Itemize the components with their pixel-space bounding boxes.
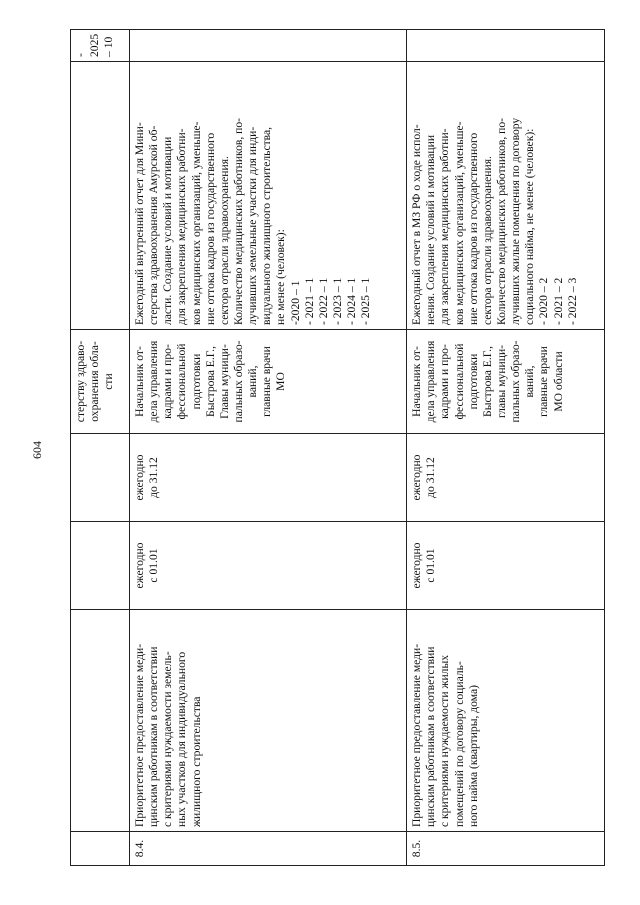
responsible-persons-line: кадрами и про- bbox=[161, 344, 175, 419]
result-indicator-line: лучивших земельные участки для инди- bbox=[246, 126, 260, 325]
row-number-line: 8.5. bbox=[410, 839, 424, 858]
end-date-cell bbox=[130, 434, 407, 522]
result-indicator-line: сектора отрасли здравоохранения. bbox=[217, 156, 231, 325]
result-indicator-line: ние оттока кадров из государственного bbox=[466, 132, 480, 325]
activity-name-line: цинским работникам в соответствии bbox=[424, 646, 438, 827]
result-indicator-line: видуального жилищного строительства, bbox=[260, 126, 274, 325]
responsible-persons-line: ваний, bbox=[523, 365, 537, 398]
result-indicator-line: Количество медицинских работников, по- bbox=[231, 117, 245, 325]
result-indicator-line: для закрепления медицинских работни- bbox=[438, 128, 452, 325]
page-number: 604 bbox=[30, 441, 44, 459]
activity-name-line: с критериями нуждаемости жилых bbox=[438, 654, 452, 827]
activity-name-cell bbox=[130, 610, 407, 832]
start-date-line: с 01.01 bbox=[147, 548, 161, 583]
table-row bbox=[130, 30, 407, 866]
result-indicator-line: -2020 – 1 bbox=[288, 280, 302, 325]
responsible-persons-cell bbox=[71, 330, 130, 434]
responsible-persons-line: фессиональной bbox=[452, 343, 466, 420]
result-indicator-line: - 2022 – 3 bbox=[565, 277, 579, 325]
result-indicator-line: социального найма, не менее (человек): bbox=[523, 128, 537, 325]
result-indicator-line: ков медицинских организаций, уменьше- bbox=[189, 121, 203, 325]
result-indicator-line: - 2021 – 2 bbox=[551, 277, 565, 325]
row-number-cell bbox=[71, 832, 130, 866]
end-date-line: ежегодно bbox=[410, 454, 424, 501]
target-value-cell bbox=[71, 30, 130, 62]
result-indicator-line: Ежегодный внутренний отчет для Мини- bbox=[133, 122, 146, 325]
table-sheet bbox=[70, 30, 605, 866]
activity-name-line: жилищного строительства bbox=[189, 696, 203, 827]
result-indicator-cell bbox=[71, 62, 130, 330]
responsible-persons-line: охранения обла- bbox=[88, 341, 102, 422]
responsible-persons-line: стерству здраво- bbox=[74, 340, 87, 423]
responsible-persons-line: Начальник от- bbox=[133, 346, 146, 417]
result-indicator-line: - 2022 – 1 bbox=[316, 277, 330, 325]
responsible-persons-line: главы муници- bbox=[494, 344, 508, 419]
end-date-line: до 31.12 bbox=[147, 457, 161, 498]
result-indicator-line: Количество медицинских работников, по- bbox=[494, 117, 508, 325]
responsible-persons-line: главные врачи bbox=[537, 346, 551, 417]
start-date-cell bbox=[71, 522, 130, 610]
responsible-persons-line: фессиональной bbox=[175, 343, 189, 420]
end-date-line: до 31.12 bbox=[424, 457, 438, 498]
row-number-line: 8.4. bbox=[133, 839, 146, 858]
responsible-persons-line: Быстрова Е.Г., bbox=[203, 346, 217, 417]
result-indicator-line: ние оттока кадров из государственного bbox=[203, 132, 217, 325]
result-indicator-line: не менее (человек): bbox=[274, 229, 288, 325]
table-row bbox=[407, 30, 605, 866]
start-date-cell bbox=[130, 522, 407, 610]
result-indicator-line: - 2021 – 1 bbox=[302, 277, 316, 325]
result-indicator-line: - 2025 – 1 bbox=[359, 277, 373, 325]
row-number-cell bbox=[130, 832, 407, 866]
result-indicator-line: - 2023 – 1 bbox=[330, 277, 344, 325]
responsible-persons-line: пальных образо- bbox=[509, 340, 523, 423]
activity-name-line: помещений по договору социаль- bbox=[452, 661, 466, 827]
result-indicator-line: для закрепления медицинских работни- bbox=[175, 128, 189, 325]
responsible-persons-line: подготовки bbox=[466, 353, 480, 410]
target-value-line: - 2025 – 10 bbox=[74, 33, 116, 57]
responsible-persons-line: главные врачи bbox=[260, 346, 274, 417]
start-date-line: ежегодно bbox=[133, 542, 146, 589]
end-date-cell bbox=[407, 434, 605, 522]
responsible-persons-line: пальных образо- bbox=[231, 340, 245, 423]
row-number-cell bbox=[407, 832, 605, 866]
result-indicator-line: Ежегодный отчет в МЗ РФ о ходе испол- bbox=[410, 124, 424, 325]
responsible-persons-line: Главы муници- bbox=[217, 344, 231, 419]
start-date-line: с 01.01 bbox=[424, 548, 438, 583]
activity-name-line: Приоритетное предоставление меди- bbox=[410, 643, 424, 827]
responsible-persons-line: подготовки bbox=[189, 353, 203, 410]
responsible-persons-line: кадрами и про- bbox=[438, 344, 452, 419]
responsible-persons-line: МО области bbox=[551, 351, 565, 412]
plan-table bbox=[70, 29, 605, 866]
activity-name-line: ных участков для индивидуального bbox=[175, 651, 189, 827]
responsible-persons-line: дела управления bbox=[147, 340, 161, 423]
responsible-persons-line: сти bbox=[102, 373, 116, 390]
table-row bbox=[71, 30, 130, 866]
responsible-persons-line: ваний, bbox=[246, 365, 260, 398]
result-indicator-line: - 2024 – 1 bbox=[345, 277, 359, 325]
activity-name-cell bbox=[71, 610, 130, 832]
responsible-persons-line: дела управления bbox=[424, 340, 438, 423]
activity-name-line: цинским работникам в соответствии bbox=[147, 646, 161, 827]
rotated-page bbox=[70, 30, 605, 866]
activity-name-line: с критериями нуждаемости земель- bbox=[161, 651, 175, 827]
result-indicator-line: стерства здравоохранения Амурской об- bbox=[147, 125, 161, 325]
result-indicator-cell bbox=[130, 62, 407, 330]
end-date-cell bbox=[71, 434, 130, 522]
start-date-line: ежегодно bbox=[410, 542, 424, 589]
result-indicator-line: - 2020 – 2 bbox=[537, 277, 551, 325]
result-indicator-line: сектора отрасли здравоохранения. bbox=[480, 156, 494, 325]
target-value-cell bbox=[407, 30, 605, 62]
responsible-persons-line: МО bbox=[274, 372, 288, 391]
target-value-cell bbox=[130, 30, 407, 62]
result-indicator-line: ласти. Создание условий и мотивации bbox=[161, 136, 175, 325]
responsible-persons-line: Начальник от- bbox=[410, 346, 424, 417]
activity-name-line: ного найма (квартиры, дома) bbox=[466, 684, 480, 827]
activity-name-cell bbox=[407, 610, 605, 832]
end-date-line: ежегодно bbox=[133, 454, 146, 501]
responsible-persons-line: Быстрова Е.Г., bbox=[480, 346, 494, 417]
result-indicator-line: ков медицинских организаций, уменьше- bbox=[452, 121, 466, 325]
activity-name-line: Приоритетное предоставление меди- bbox=[133, 643, 146, 827]
responsible-persons-cell bbox=[130, 330, 407, 434]
result-indicator-cell bbox=[407, 62, 605, 330]
responsible-persons-cell bbox=[407, 330, 605, 434]
start-date-cell bbox=[407, 522, 605, 610]
result-indicator-line: лучивших жилые помещения по договору bbox=[509, 117, 523, 325]
result-indicator-line: нения. Создание условий и мотивации bbox=[424, 134, 438, 325]
